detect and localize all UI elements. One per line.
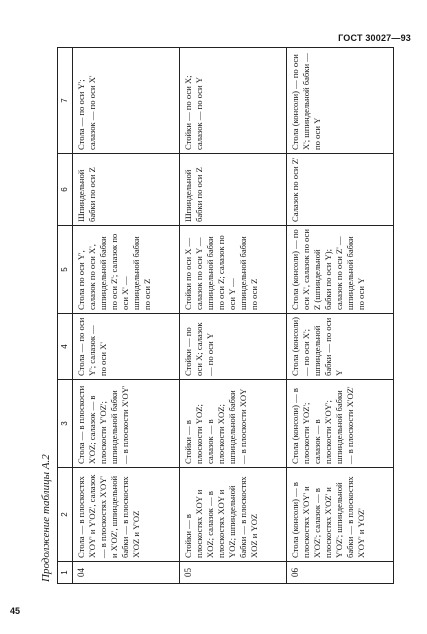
row-number: 04 <box>73 562 180 584</box>
table-cell: Стола — в плоскостях X'OY' и Y'OZ', салазок — в плоскостях X'OY' и X'OZ', шпиндельной бабки — в плоскостях X'OZ и Y'OZ <box>73 468 180 562</box>
table-cell: Стола (консоли) — по оси X', салазок по оси Z (шпиндельной бабки по оси Y); салазок по оси Z' — шпиндельной бабки по оси Y <box>287 226 394 314</box>
column-header: 4 <box>58 314 73 380</box>
table-cell: Стойки — в плоскости YOZ; салазок — в плоскости XOZ; шпиндельной бабки — в плоскости XOY <box>180 380 287 468</box>
column-header: 6 <box>58 154 73 226</box>
table-cell: Стола (консоли) — по оси X'; шпиндельной бабки — по оси Y <box>287 48 394 154</box>
table-row <box>180 48 287 584</box>
table-cell: Салазок по оси Z' <box>287 154 394 226</box>
row-number: 06 <box>287 562 394 584</box>
table-cell: Стола (консоли) — по оси X'; шпиндельной бабки — по оси Y <box>287 314 394 380</box>
page-header: ГОСТ 30027—93 <box>338 33 411 43</box>
table-cell: Стола по оси Y', салазок по оси X', шпиндельной бабки по оси Z'; салазок по оси X' — шпиндельной бабки по оси Z <box>73 226 180 314</box>
column-header: 7 <box>58 48 73 154</box>
table-cell: Стола — по оси Y'; салазок — по оси X' <box>73 48 180 154</box>
rotated-table-block <box>35 48 379 584</box>
table-cell: Стола — по оси Y'; салазок — по оси X' <box>73 314 180 380</box>
table-cell: Шпиндельной бабки по оси Z <box>180 154 287 226</box>
table-cell: Стойки по оси X — салазок по оси Y — шпиндельной бабки по оси Z; салазок по оси Y — шпиндельной бабки по оси Z <box>180 226 287 314</box>
column-header: 1 <box>58 562 73 584</box>
column-header: 2 <box>58 468 73 562</box>
column-header: 5 <box>58 226 73 314</box>
table-cell: Стола (консоли) — в плоскостях X'OY' и X'OZ'; салазок — в плоскостях X'OZ' и Y'OZ'; шпиндельной бабки — в плоскостях X'OY' и YOZ' <box>287 468 394 562</box>
table-cell: Стойки — по оси X; салазок — по оси Y <box>180 314 287 380</box>
header-row <box>58 48 73 584</box>
data-table <box>57 47 394 584</box>
table-cell: Стойки — в плоскостях XOY и XOZ; салазок — в плоскостях XOY и YOZ; шпиндельной бабки — в плоскостях XOZ и YOZ <box>180 468 287 562</box>
table-caption: Продолжение таблицы А.2 <box>40 454 52 582</box>
table-cell: Стола (консоли) — в плоскости YOZ'; салазок — в плоскости X'OY'; шпиндельной бабки — в плоскости X'OZ' <box>287 380 394 468</box>
table-cell: Стола — в плоскости X'OZ; салазок — в плоскости Y'OZ'; шпиндельной бабки — в плоскости X'OY' <box>73 380 180 468</box>
table-row <box>73 48 180 584</box>
table-cell: Шпиндельной бабки по оси Z <box>73 154 180 226</box>
table-cell: Стойки — по оси X; салазок — по оси Y <box>180 48 287 154</box>
row-number: 05 <box>180 562 287 584</box>
column-header: 3 <box>58 380 73 468</box>
table-row <box>287 48 394 584</box>
page-number: 45 <box>10 606 21 616</box>
